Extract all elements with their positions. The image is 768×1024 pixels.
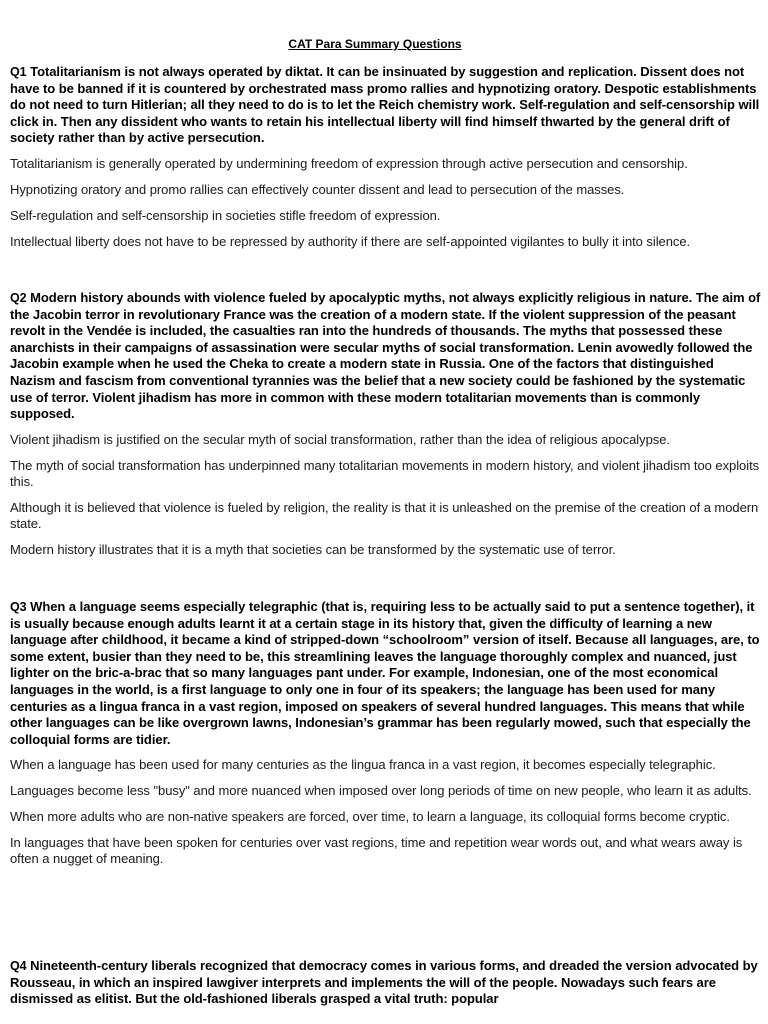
answer-option: Totalitarianism is generally operated by undermining freedom of expression through active persecution and censorship. [10,155,688,171]
question-block-q1 [10,64,761,250]
answer-option: Hypnotizing oratory and promo rallies can effectively counter dissent and lead to persecution of the masses. [10,181,625,197]
question-text: Modern history abounds with violence fueled by apocalyptic myths, not always explicitly religious in nature. The aim of the Jacobin terror in revolutionary France was the creation of a modern state. If the violent suppression of the peasant revolt in the Vendée is included, the casualties ran into the hundreds of thousands. The myths that possessed these anarchists in their campaigns of assassination were secular myths of social transformation. Lenin avowedly followed the Jacobin example when he used the Cheka to create a modern state in Russia. One of the factors that distinguished Nazism and fascism from conventional tyrannies was the belief that a new society could be fashioned by the systematic use of terror. Violent jihadism has more in common with these modern totalitarian movements than is commonly supposed. [10,290,761,422]
answer-option: Although it is believed that violence is fueled by religion, the reality is that it is unleashed on the premise of the creation of a modern state. [10,499,759,531]
question-number: Q2 [10,291,27,305]
answer-option: Modern history illustrates that it is a myth that societies can be transformed by the systematic use of terror. [10,541,616,557]
answer-option: When a language has been used for many centuries as the lingua franca in a vast region, it becomes especially telegraphic. [10,757,716,773]
question-block-q4 [10,958,761,1008]
question-stem [10,64,761,147]
answer-option: In languages that have been spoken for centuries over vast regions, time and repetition wear words out, and what wears away is often a nugget of meaning. [10,835,743,867]
question-block-q3 [10,599,761,867]
question-stem [10,599,761,748]
question-stem [10,958,761,1008]
answer-option: Violent jihadism is justified on the secular myth of social transformation, rather than the idea of religious apocalypse. [10,431,670,447]
question-text: Totalitarianism is not always operated by diktat. It can be insinuated by suggestion and replication. Dissent does not have to be banned if it is countered by orchestrated mass promo rallies and hypnotizing oratory. Despotic establishments do not need to turn Hitlerian; all they need to do is to let the Reich chemistry work. Self-regulation and self-censorship will click in. Then any dissident who wants to retain his intellectual liberty will find himself thwarted by the general drift of society rather than by active persecution. [10,64,760,146]
document-title: CAT Para Summary Questions [288,37,462,51]
question-number: Q1 [10,65,27,79]
question-block-q2 [10,290,761,558]
question-number: Q4 [10,959,27,973]
question-text: When a language seems especially telegraphic (that is, requiring less to be actually said to put a sentence together), it is usually because enough adults learnt it at a certain stage in its history that, given the difficulty of learning a new language after childhood, it became a kind of stripped-down “schoolroom” version of itself. Because all languages, are, to some extent, busier than they need to be, this streamlining leaves the language thoroughly complex and nuanced, just lighter on the bric-a-brac that so many languages pant under. For example, Indonesian, one of the most economical languages in the world, is a first language to only one in four of its speakers; the language has been used for many centuries as a lingua franca in a vast region, imposed on speakers of several hundred languages. This means that while other languages can be like overgrown lawns, Indonesian’s grammar has been regularly mowed, such that especially the colloquial forms are tidier. [10,599,760,747]
answer-option: Languages become less "busy" and more nuanced when imposed over long periods of time on new people, who learn it as adults. [10,783,752,799]
question-stem [10,290,761,423]
answer-option: Self-regulation and self-censorship in societies stifle freedom of expression. [10,207,441,223]
answer-option: The myth of social transformation has underpinned many totalitarian movements in modern history, and violent jihadism too exploits this. [10,457,760,489]
answer-option: Intellectual liberty does not have to be repressed by authority if there are self-appointed vigilantes to bully it into silence. [10,233,691,249]
question-text: Nineteenth-century liberals recognized that democracy comes in various forms, and dreaded the version advocated by Rousseau, in which an inspired lawgiver interprets and implements the will of the people. Nowadays such fears are dismissed as elitist. But the old-fashioned liberals grasped a vital truth: popular [10,958,758,1007]
question-number: Q3 [10,600,27,614]
answer-option: When more adults who are non-native speakers are forced, over time, to learn a language, its colloquial forms become cryptic. [10,809,730,825]
